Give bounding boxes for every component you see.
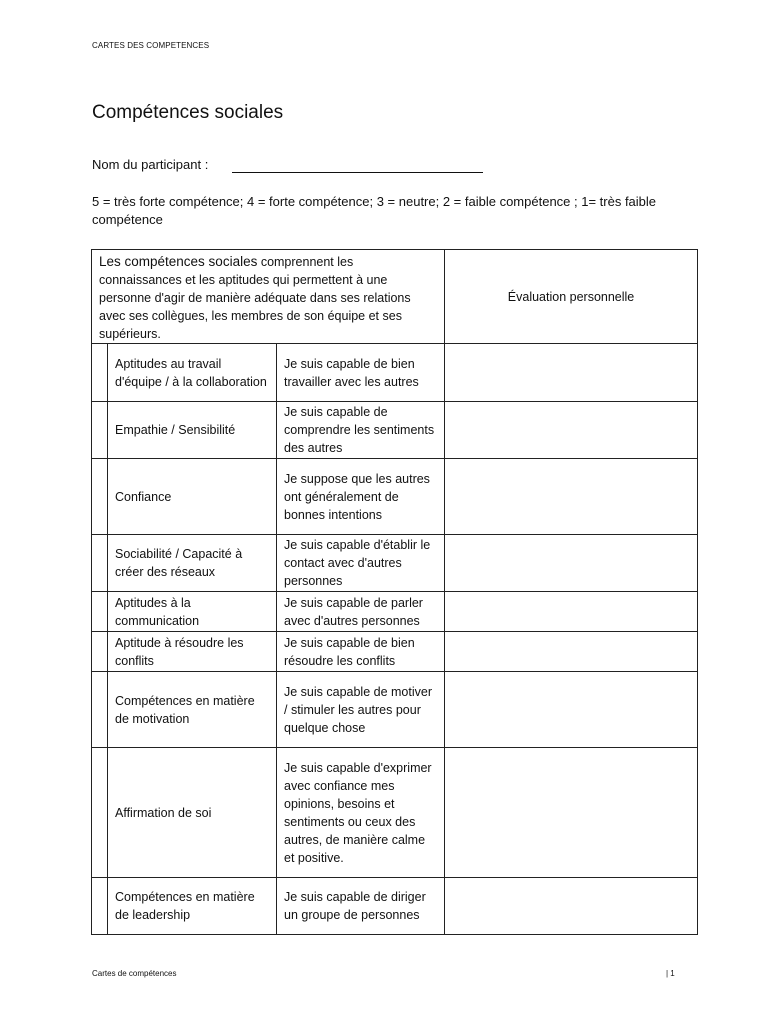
evaluation-header: Évaluation personnelle bbox=[445, 250, 698, 344]
skill-name-cell: Compétences en matière de leadership bbox=[108, 878, 277, 935]
skill-description-cell: Je suppose que les autres ont généralement de bonnes intentions bbox=[277, 459, 445, 535]
skill-description-cell: Je suis capable de comprendre les sentiments des autres bbox=[277, 402, 445, 459]
participant-field bbox=[92, 157, 208, 172]
skill-description-cell: Je suis capable d'établir le contact avec d'autres personnes bbox=[277, 535, 445, 592]
table-row bbox=[92, 592, 698, 632]
self-evaluation-cell[interactable] bbox=[445, 535, 698, 592]
table-row bbox=[92, 344, 698, 402]
self-evaluation-cell[interactable] bbox=[445, 402, 698, 459]
skill-name-cell: Compétences en matière de motivation bbox=[108, 672, 277, 748]
row-spacer-cell bbox=[92, 344, 108, 402]
skill-name-cell: Sociabilité / Capacité à créer des réseaux bbox=[108, 535, 277, 592]
skill-name-cell: Empathie / Sensibilité bbox=[108, 402, 277, 459]
intro-text: comprennent les connaissances et les aptitudes qui permettent à une personne d'agir de manière adéquate dans ses relations avec ses collègues, les membres de son équipe et ses supérieurs. bbox=[99, 255, 411, 341]
intro-cell bbox=[92, 250, 445, 344]
self-evaluation-cell[interactable] bbox=[445, 592, 698, 632]
rating-scale-legend: 5 = très forte compétence; 4 = forte compétence; 3 = neutre; 2 = faible compétence ; 1= très faible compétence bbox=[92, 194, 657, 227]
table-row bbox=[92, 632, 698, 672]
table-row bbox=[92, 672, 698, 748]
page-number: | 1 bbox=[666, 969, 675, 978]
skill-name-cell: Aptitude à résoudre les conflits bbox=[108, 632, 277, 672]
self-evaluation-cell[interactable] bbox=[445, 632, 698, 672]
table-row bbox=[92, 459, 698, 535]
table-row bbox=[92, 878, 698, 935]
skill-description-cell: Je suis capable de diriger un groupe de personnes bbox=[277, 878, 445, 935]
self-evaluation-cell[interactable] bbox=[445, 748, 698, 878]
self-evaluation-cell[interactable] bbox=[445, 459, 698, 535]
row-spacer-cell bbox=[92, 535, 108, 592]
skill-description-cell: Je suis capable d'exprimer avec confiance mes opinions, besoins et sentiments ou ceux des autres, de manière calme et positive. bbox=[277, 748, 445, 878]
table-row bbox=[92, 402, 698, 459]
skill-name-cell: Affirmation de soi bbox=[108, 748, 277, 878]
self-evaluation-cell[interactable] bbox=[445, 344, 698, 402]
table-header-row bbox=[92, 250, 698, 344]
table-row bbox=[92, 748, 698, 878]
footer-title: Cartes de compétences bbox=[92, 969, 177, 978]
table-row bbox=[92, 535, 698, 592]
self-evaluation-cell[interactable] bbox=[445, 878, 698, 935]
skill-name-cell: Aptitudes au travail d'équipe / à la collaboration bbox=[108, 344, 277, 402]
self-evaluation-cell[interactable] bbox=[445, 672, 698, 748]
intro-term: Les compétences sociales bbox=[99, 254, 258, 269]
competence-table bbox=[91, 249, 698, 935]
skill-description-cell: Je suis capable de parler avec d'autres personnes bbox=[277, 592, 445, 632]
row-spacer-cell bbox=[92, 592, 108, 632]
running-header: CARTES DES COMPETENCES bbox=[92, 41, 210, 50]
skill-description-cell: Je suis capable de bien résoudre les conflits bbox=[277, 632, 445, 672]
row-spacer-cell bbox=[92, 672, 108, 748]
participant-label: Nom du participant : bbox=[92, 157, 209, 172]
row-spacer-cell bbox=[92, 459, 108, 535]
row-spacer-cell bbox=[92, 748, 108, 878]
page-title: Compétences sociales bbox=[92, 102, 284, 123]
row-spacer-cell bbox=[92, 402, 108, 459]
row-spacer-cell bbox=[92, 878, 108, 935]
skill-name-cell: Confiance bbox=[108, 459, 277, 535]
participant-name-line[interactable] bbox=[232, 172, 483, 173]
skill-description-cell: Je suis capable de motiver / stimuler les autres pour quelque chose bbox=[277, 672, 445, 748]
skill-description-cell: Je suis capable de bien travailler avec les autres bbox=[277, 344, 445, 402]
row-spacer-cell bbox=[92, 632, 108, 672]
skill-name-cell: Aptitudes à la communication bbox=[108, 592, 277, 632]
